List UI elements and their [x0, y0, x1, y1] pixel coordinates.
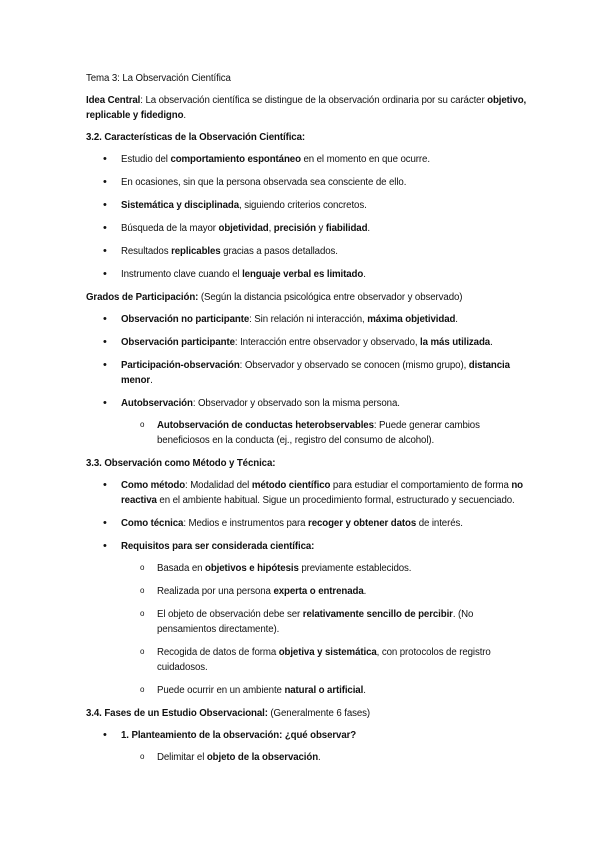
- list-item: • Búsqueda de la mayor objetividad, precisión y fiabilidad.: [86, 221, 529, 236]
- list-item: • Observación participante: Interacción entre observador y observado, la más utilizada.: [86, 335, 529, 350]
- list-item: • Autobservación: Observador y observado son la misma persona. o Autobservación de conductas heterobservables: Puede generar cambios beneficiosos en la conducta (ej., registro del consumo de alcohol).: [86, 396, 529, 448]
- list-item: • Sistemática y disciplinada, siguiendo criterios concretos.: [86, 198, 529, 213]
- sub-list-item: o Basada en objetivos e hipótesis previamente establecidos.: [86, 561, 529, 576]
- section-3-2-list: [86, 152, 529, 282]
- sub-list-item: o Autobservación de conductas heterobservables: Puede generar cambios beneficiosos en la conducta (ej., registro del consumo de alcohol).: [86, 418, 529, 448]
- section-3-3-heading: 3.3. Observación como Método y Técnica:: [86, 458, 276, 469]
- idea-central: Idea Central: La observación científica se distingue de la observación ordinaria por su carácter objetivo, replicable y fidedigno.: [86, 95, 527, 121]
- list-item: • Observación no participante: Sin relación ni interacción, máxima objetividad.: [86, 312, 529, 327]
- sub-list-item: o Recogida de datos de forma objetiva y sistemática, con protocolos de registro cuidadosos.: [86, 645, 529, 675]
- fase1-sublist: [121, 750, 529, 765]
- grados-heading: Grados de Participación: (Según la distancia psicológica entre observador y observado): [86, 292, 463, 303]
- sub-list-item: o Realizada por una persona experta o entrenada.: [86, 584, 529, 599]
- list-item: • En ocasiones, sin que la persona observada sea consciente de ello.: [86, 175, 529, 190]
- sub-list-item: o Puede ocurrir en un ambiente natural o artificial.: [86, 683, 529, 698]
- list-item: • Participación-observación: Observador y observado se conocen (mismo grupo), distancia menor.: [86, 358, 529, 388]
- autobservacion-sublist: [121, 418, 529, 448]
- section-3-4-heading: 3.4. Fases de un Estudio Observacional: (Generalmente 6 fases): [86, 708, 371, 719]
- sub-list-item: o El objeto de observación debe ser relativamente sencillo de percibir. (No pensamientos directamente).: [86, 607, 529, 637]
- list-item: • 1. Planteamiento de la observación: ¿qué observar? o Delimitar el objeto de la observación.: [86, 728, 529, 765]
- list-item: • Resultados replicables gracias a pasos detallados.: [86, 244, 529, 259]
- sub-list-item: o Delimitar el objeto de la observación.: [86, 750, 529, 765]
- section-3-4-list: [86, 728, 529, 765]
- list-item: • Como método: Modalidad del método científico para estudiar el comportamiento de forma no reactiva en el ambiente habitual. Sigue un procedimiento formal, estructurado y secuenciado.: [86, 478, 529, 508]
- doc-title: Tema 3: La Observación Científica: [86, 73, 231, 84]
- list-item: • Como técnica: Medios e instrumentos para recoger y obtener datos de interés.: [86, 516, 529, 531]
- section-3-2-heading: 3.2. Características de la Observación Científica:: [86, 132, 305, 143]
- list-item: • Instrumento clave cuando el lenguaje verbal es limitado.: [86, 267, 529, 282]
- requisitos-sublist: [121, 561, 529, 698]
- section-3-3-list: [86, 478, 529, 698]
- list-item: • Estudio del comportamiento espontáneo en el momento en que ocurre.: [86, 152, 529, 167]
- list-item: • Requisitos para ser considerada científica: o Basada en objetivos e hipótesis previamente establecidos. o Realizada por una persona experta o entrenada. o El objeto de observación debe ser relativamente sencillo de percibir. (No pensamientos directamente). o Recogida de datos de forma objetiva y sistemática, con protocolos de registro cuidadosos. o Puede ocurrir en un ambiente natural o artificial.: [86, 539, 529, 698]
- grados-list: [86, 312, 529, 448]
